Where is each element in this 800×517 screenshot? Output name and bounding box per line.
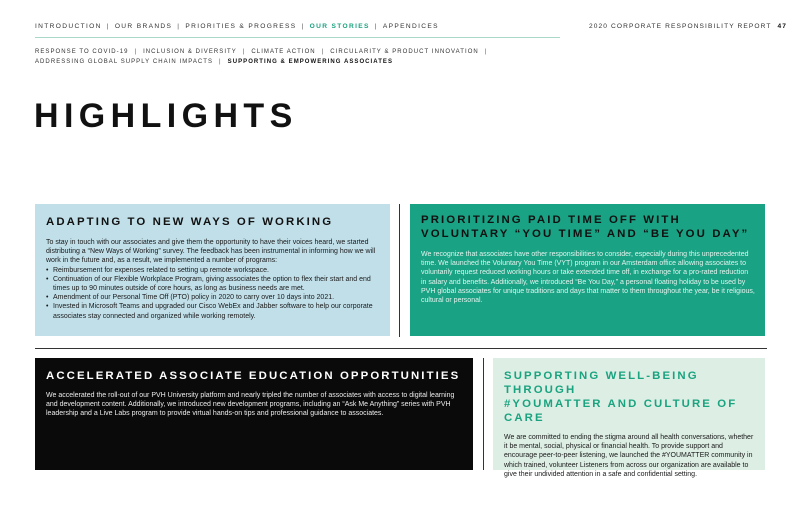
list-item: • Amendment of our Personal Time Off (PTO) policy in 2020 to carry over 10 days into 2021.	[46, 293, 380, 302]
report-header	[589, 23, 787, 30]
subnav-supporting-associates[interactable]: SUPPORTING & EMPOWERING ASSOCIATES	[227, 58, 394, 65]
subnav-separator: |	[484, 49, 488, 55]
card-associate-education	[35, 358, 473, 470]
nav-separator: |	[374, 23, 378, 30]
card-body: We recognize that associates have other responsibilities to consider, especially during this unprecedented time. We launched the Voluntary You Time (VYT) program in our Amsterdam office allowing associates to voluntarily request reduced working hours or take extended time off, in exchange for a pro-rated reduction in salary and benefits. Additionally, we introduced “Be You Day,” a personal floating holiday to be used by PVH global associates for unique traditions and days that matter to them throughout the year, be it religious, cultural or personal.	[421, 251, 755, 305]
subnav-row-2	[35, 58, 493, 68]
report-title: 2020 CORPORATE RESPONSIBILITY REPORT	[589, 23, 772, 30]
card-title-line-2: #YOUMATTER AND CULTURE OF CARE	[504, 398, 738, 424]
list-item: • Invested in Microsoft Teams and upgraded our Cisco WebEx and Jabber software to help our corporate associates stay connected and organized while working remotely.	[46, 302, 380, 320]
card-title	[421, 213, 755, 241]
subnav-covid[interactable]: RESPONSE TO COVID-19	[35, 49, 129, 55]
vertical-divider	[399, 204, 400, 337]
card-intro: To stay in touch with our associates and give them the opportunity to have their voices heard, we started distributing a “New Ways of Working” survey. The feedback has been instrumental in informing how we will work in the future and, as a result, we implemented a number of programs:	[46, 239, 376, 265]
subnav-separator: |	[321, 49, 325, 55]
subnav-supply-chain[interactable]: ADDRESSING GLOBAL SUPPLY CHAIN IMPACTS	[35, 58, 214, 65]
card-new-ways-of-working	[35, 204, 390, 336]
card-title-line-1: PRIORITIZING PAID TIME OFF WITH	[421, 214, 681, 226]
sub-navigation	[35, 48, 493, 67]
horizontal-divider	[35, 348, 767, 349]
subnav-row-1	[35, 48, 493, 58]
card-title	[504, 369, 755, 425]
list-item: • Reimbursement for expenses related to setting up remote workspace.	[46, 266, 380, 275]
top-navigation	[35, 23, 439, 30]
card-title-line-2: VOLUNTARY “YOU TIME” AND “BE YOU DAY”	[421, 228, 750, 240]
card-title-line-1: SUPPORTING WELL-BEING THROUGH	[504, 370, 699, 396]
page-title: HIGHLIGHTS	[34, 97, 298, 135]
subnav-inclusion[interactable]: INCLUSION & DIVERSITY	[143, 49, 237, 55]
nav-separator: |	[106, 23, 110, 30]
card-title: ACCELERATED ASSOCIATE EDUCATION OPPORTUNITIES	[46, 370, 461, 382]
nav-our-brands[interactable]: OUR BRANDS	[114, 23, 173, 30]
nav-our-stories[interactable]: OUR STORIES	[309, 23, 370, 30]
top-nav-rule	[35, 37, 560, 38]
nav-separator: |	[301, 23, 305, 30]
subnav-climate[interactable]: CLIMATE ACTION	[251, 49, 316, 55]
list-item: • Continuation of our Flexible Workplace Program, giving associates the option to flex their start and end times up to 90 minutes outside of core hours, as long as business needs are met.	[46, 275, 380, 293]
subnav-separator: |	[134, 49, 138, 55]
nav-introduction[interactable]: INTRODUCTION	[35, 23, 102, 30]
subnav-circularity[interactable]: CIRCULARITY & PRODUCT INNOVATION	[330, 49, 479, 55]
nav-appendices[interactable]: APPENDICES	[382, 23, 439, 30]
nav-separator: |	[177, 23, 181, 30]
page-number: 47	[777, 23, 788, 30]
subnav-separator: |	[219, 58, 222, 65]
vertical-divider	[483, 358, 484, 470]
card-title: ADAPTING TO NEW WAYS OF WORKING	[46, 216, 334, 228]
subnav-separator: |	[242, 49, 246, 55]
card-body: We are committed to ending the stigma around all health conversations, whether it be mental, social, physical or financial health. To provide support and encourage peer-to-peer listening, we launched the #YOUMATTER community in which trained, volunteer Listeners from across our organization are available to give their undivided attention in a safe and confidential setting.	[504, 434, 754, 478]
program-list	[46, 266, 380, 321]
card-paid-time-off	[410, 204, 765, 336]
nav-priorities-progress[interactable]: PRIORITIES & PROGRESS	[185, 23, 297, 30]
card-body: We accelerated the roll-out of our PVH University platform and nearly tripled the number of associates with access to digital learning and development content. Additionally, we introduced new development programs, including an “Ask Me Anything” series with PVH leadership and a Live Labs program to provide virtual hands-on tips and professional guidance to associates.	[46, 392, 455, 418]
card-well-being	[493, 358, 765, 478]
